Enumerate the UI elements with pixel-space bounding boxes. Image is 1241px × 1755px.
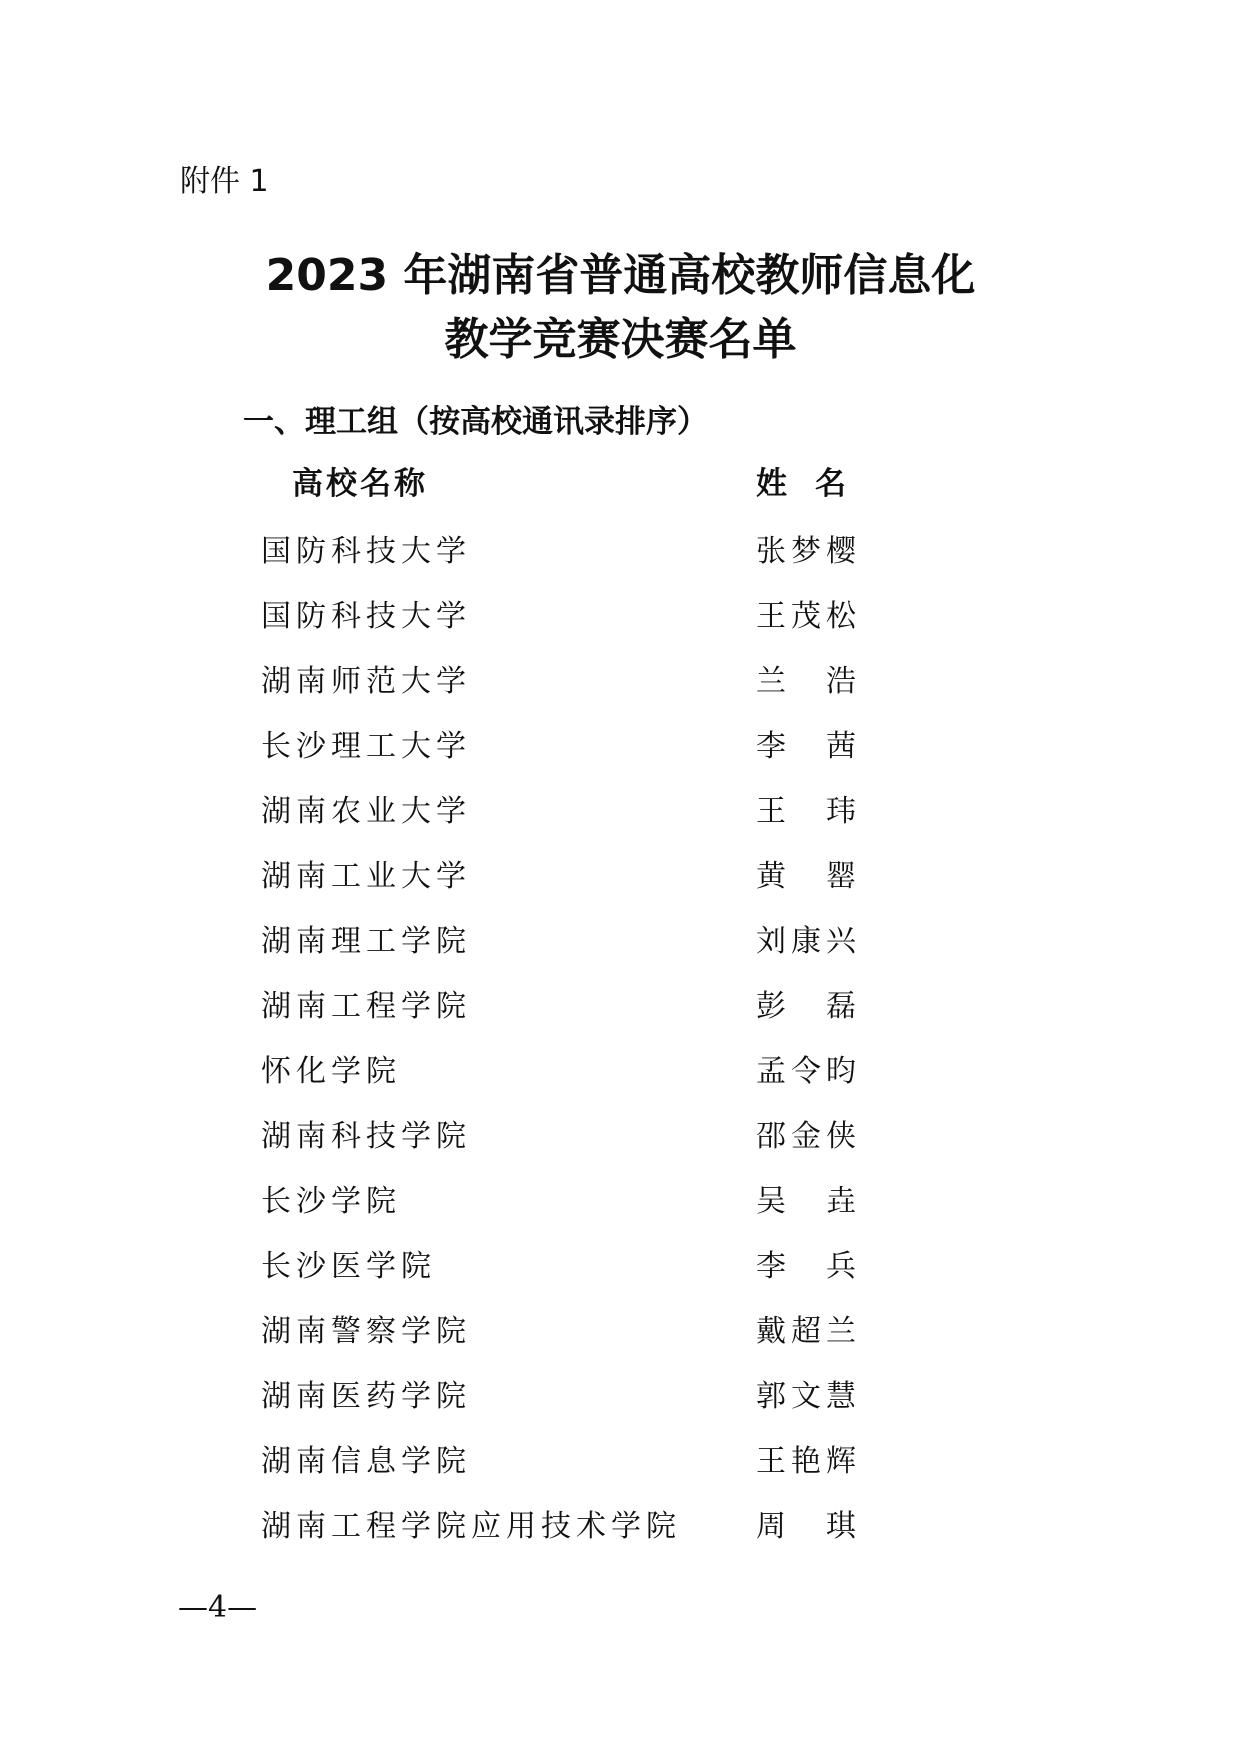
school-name: 湖南信息学院 (261, 1444, 471, 1479)
school-name: 湖南农业大学 (261, 794, 471, 829)
school-name: 长沙学院 (261, 1184, 401, 1219)
school-name: 湖南工程学院 (261, 989, 471, 1024)
table-row (0, 1245, 1241, 1310)
school-name: 国防科技大学 (261, 599, 471, 634)
table-row (0, 1440, 1241, 1505)
page-number: —4— (178, 1590, 258, 1625)
person-name: 邵金侠 (756, 1119, 861, 1154)
column-header-school: 高校名称 (292, 466, 428, 502)
person-name: 戴超兰 (756, 1314, 861, 1349)
person-name: 王茂松 (756, 599, 861, 634)
table-row (0, 1050, 1241, 1115)
title-line-2: 教学竞赛决赛名单 (444, 314, 797, 365)
school-name: 长沙理工大学 (261, 729, 471, 764)
finalist-list (0, 530, 1241, 1570)
table-row (0, 1375, 1241, 1440)
school-name: 湖南工程学院应用技术学院 (261, 1509, 681, 1544)
table-row (0, 660, 1241, 725)
person-name: 彭 磊 (756, 989, 861, 1024)
section-heading: 一、理工组（按高校通讯录排序） (243, 404, 708, 440)
person-name: 郭文慧 (756, 1379, 861, 1414)
table-row (0, 790, 1241, 855)
person-name: 孟令昀 (756, 1054, 861, 1089)
school-name: 国防科技大学 (261, 534, 471, 569)
table-row (0, 1505, 1241, 1570)
table-row (0, 985, 1241, 1050)
table-row (0, 530, 1241, 595)
person-name: 黄 罂 (756, 859, 861, 894)
table-row (0, 1115, 1241, 1180)
table-row (0, 855, 1241, 920)
school-name: 怀化学院 (261, 1054, 401, 1089)
table-row (0, 1180, 1241, 1245)
document-title (0, 244, 1241, 372)
school-name: 湖南工业大学 (261, 859, 471, 894)
table-row (0, 725, 1241, 790)
table-row (0, 595, 1241, 660)
school-name: 湖南师范大学 (261, 664, 471, 699)
person-name: 兰 浩 (756, 664, 861, 699)
attachment-label: 附件 1 (180, 164, 269, 199)
school-name: 湖南医药学院 (261, 1379, 471, 1414)
school-name: 湖南科技学院 (261, 1119, 471, 1154)
title-line-1: 2023 年湖南省普通高校教师信息化 (265, 250, 976, 301)
school-name: 湖南理工学院 (261, 924, 471, 959)
person-name: 李 茜 (756, 729, 861, 764)
school-name: 长沙医学院 (261, 1249, 436, 1284)
person-name: 刘康兴 (756, 924, 861, 959)
table-row (0, 920, 1241, 985)
person-name: 张梦樱 (756, 534, 861, 569)
person-name: 王 玮 (756, 794, 861, 829)
person-name: 李 兵 (756, 1249, 861, 1284)
table-row (0, 1310, 1241, 1375)
person-name: 周 琪 (756, 1509, 861, 1544)
person-name: 王艳辉 (756, 1444, 861, 1479)
person-name: 吴 垚 (756, 1184, 861, 1219)
column-header-name: 姓名 (756, 466, 874, 502)
school-name: 湖南警察学院 (261, 1314, 471, 1349)
